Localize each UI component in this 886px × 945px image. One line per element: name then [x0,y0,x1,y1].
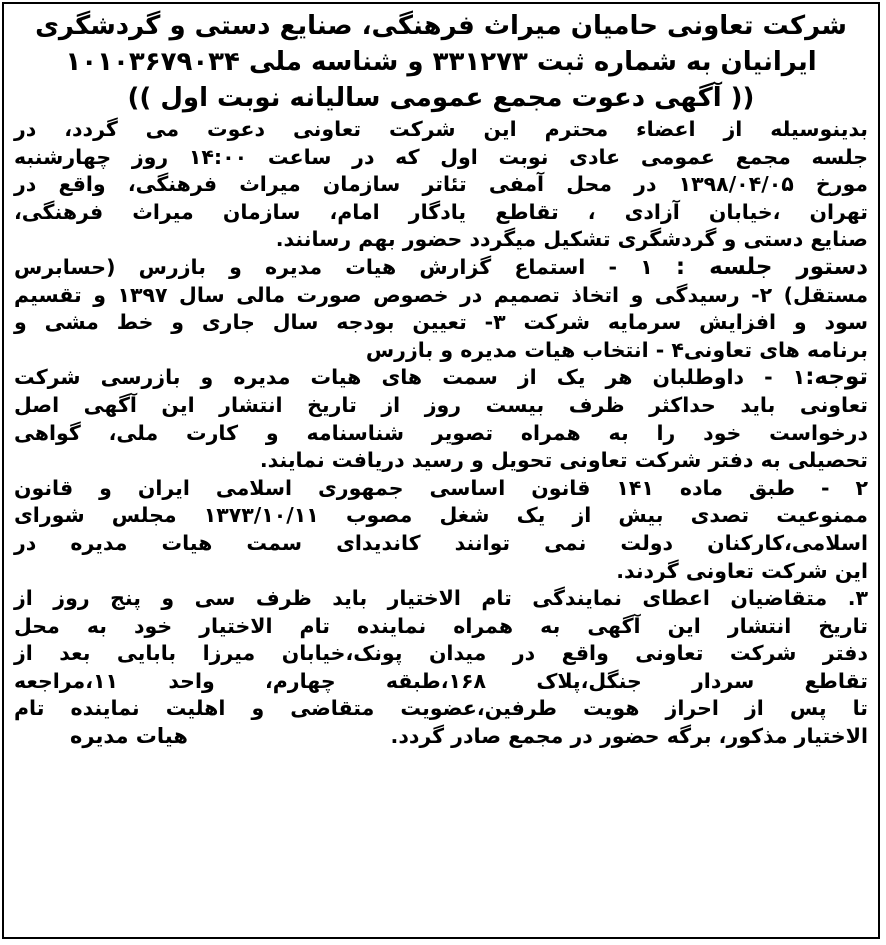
note-line: تا پس از احراز هویت طرفین،عضویت متقاضی و اهلیت نماینده تام [14,696,868,721]
intro-line: جلسه مجمع عمومی عادی نوبت اول که در ساعت ۱۴:۰۰ روز چهارشنبه [14,144,868,169]
agenda-line: برنامه های تعاونی۴ - انتخاب هیات مدیره و بازرس [365,337,868,362]
note-line: اسلامی،کارکنان دولت نمی توانند کاندیدای سمت هیات مدیره در [14,530,868,555]
note-line: این شرکت تعاونی گردند. [616,558,868,583]
intro-line: بدینوسیله از اعضاء محترم این شرکت تعاونی دعوت می گردد، در [14,117,868,141]
agenda-line: سود و افزایش سرمایه شرکت ۳- تعیین بودجه سال جاری و خط مشی و [14,310,868,335]
note-3 [14,585,868,751]
note-1 [14,364,868,474]
note-line: تقاطع سردار جنگل،پلاک ۱۶۸،طبقه چهارم، واحد ۱۱،مراجعه [14,668,868,693]
intro-paragraph [14,116,868,254]
title-line-3: (( آگهی دعوت مجمع عمومی سالیانه نوبت اول )) [127,83,755,113]
note-line: دفتر شرکت تعاونی واقع در میدان پونک،خیابان میرزا بابایی بعد از [14,641,868,666]
intro-line: تهران ،خیابان آزادی ، تقاطع یادگار امام، سازمان میراث فرهنگی، [14,199,868,224]
announcement-title [14,8,868,116]
agenda-line: مستقل) ۲- رسیدگی و اتخاذ تصمیم در خصوص صورت مالی سال ۱۳۹۷ و تقسیم [14,282,869,307]
note-line: ۳. متقاضیان اعطای نمایندگی تام الاختیار باید ظرف سی و پنج روز از [14,586,868,611]
note-line: ۲ - طبق ماده ۱۴۱ قانون اساسی جمهوری اسلامی ایران و قانون [14,475,868,500]
note-1-first-line [14,364,868,392]
board-signature: هیات مدیره [70,724,188,749]
agenda-first-line [14,254,868,282]
announcement-frame [2,2,880,939]
intro-line: صنایع دستی و گردشگری تشکیل میگردد حضور بهم رسانند. [275,227,868,252]
note-line: الاختیار مذکور، برگه حضور در مجمع صادر گردد. [390,724,868,749]
agenda-label: دستور جلسه : [675,253,868,280]
agenda-section [14,254,868,364]
note-line: تاریخ انتشار این آگهی به همراه نماینده تام الاختیار خود به محل [14,613,868,638]
note-line: ممنوعیت تصدی بیش از یک شغل مصوب ۱۳۷۳/۱۰/۱۱ مجلس شورای [14,503,868,528]
notes-label: توجه: [805,364,868,391]
note-line: تحصیلی به دفتر شرکت تعاونی تحویل و رسید دریافت نمایند. [259,448,868,473]
note-line: ۱ - داوطلبان هر یک از سمت های هیات مدیره و بازرسی شرکت [14,365,806,390]
agenda-line: ۱ - استماع گزارش هیات مدیره و بازرس (حسابرس [14,254,676,279]
signoff-line [14,723,868,751]
note-line: تعاونی باید حداکثر ظرف بیست روز از تاریخ انتشار این آگهی اصل [14,392,868,417]
note-2 [14,475,868,585]
title-line-2: ایرانیان به شماره ثبت ۳۳۱۲۷۳ و شناسه ملی ۱۰۱۰۳۶۷۹۰۳۴ [65,47,817,77]
note-line: درخواست خود را به همراه تصویر شناسنامه و کارت ملی، گواهی [14,420,868,445]
intro-line: مورخ ۱۳۹۸/۰۴/۰۵ در محل آمفی تئاتر سازمان میراث فرهنگی، واقع در [14,172,868,197]
title-line-1: شرکت تعاونی حامیان میراث فرهنگی، صنایع دستی و گردشگری [35,11,847,41]
